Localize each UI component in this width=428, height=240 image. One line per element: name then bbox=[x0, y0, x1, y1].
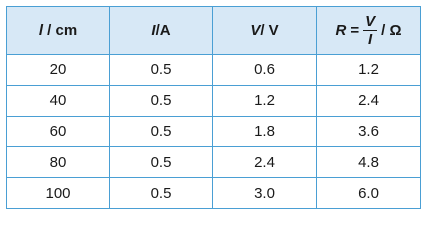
length-unit: / cm bbox=[42, 22, 78, 39]
table-row bbox=[7, 116, 421, 147]
table-row bbox=[7, 147, 421, 178]
cell-resistance: 2.4 bbox=[317, 85, 421, 116]
cell-resistance: 3.6 bbox=[317, 116, 421, 147]
cell-current: 0.5 bbox=[110, 85, 213, 116]
resistance-data-table bbox=[6, 6, 421, 209]
fraction-denominator: I bbox=[368, 31, 373, 48]
cell-length: 40 bbox=[7, 85, 110, 116]
header-current bbox=[110, 7, 213, 55]
current-unit: /A bbox=[155, 22, 171, 39]
table-header-row bbox=[7, 7, 421, 55]
table-row bbox=[7, 55, 421, 86]
length-symbol: l bbox=[38, 22, 43, 39]
cell-current: 0.5 bbox=[110, 147, 213, 178]
cell-voltage: 3.0 bbox=[213, 178, 317, 209]
cell-resistance: 6.0 bbox=[317, 178, 421, 209]
cell-voltage: 1.8 bbox=[213, 116, 317, 147]
table-row bbox=[7, 85, 421, 116]
cell-voltage: 2.4 bbox=[213, 147, 317, 178]
fraction-numerator: V bbox=[365, 13, 376, 30]
cell-voltage: 1.2 bbox=[213, 85, 317, 116]
cell-current: 0.5 bbox=[110, 178, 213, 209]
cell-length: 20 bbox=[7, 55, 110, 86]
cell-current: 0.5 bbox=[110, 55, 213, 86]
header-resistance bbox=[317, 7, 421, 55]
table-row bbox=[7, 178, 421, 209]
resistance-formula bbox=[336, 14, 402, 47]
cell-length: 100 bbox=[7, 178, 110, 209]
resistance-unit: / Ω bbox=[381, 22, 402, 39]
cell-current: 0.5 bbox=[110, 116, 213, 147]
cell-voltage: 0.6 bbox=[213, 55, 317, 86]
resistance-symbol: R bbox=[335, 22, 347, 39]
equals-sign: = bbox=[350, 22, 360, 39]
voltage-symbol: V bbox=[250, 22, 261, 39]
cell-length: 80 bbox=[7, 147, 110, 178]
cell-resistance: 4.8 bbox=[317, 147, 421, 178]
voltage-unit: / V bbox=[260, 22, 279, 39]
cell-resistance: 1.2 bbox=[317, 55, 421, 86]
header-length bbox=[7, 7, 110, 55]
voltage-over-current-fraction bbox=[363, 14, 377, 47]
header-voltage bbox=[213, 7, 317, 55]
current-symbol: I bbox=[151, 22, 156, 39]
cell-length: 60 bbox=[7, 116, 110, 147]
